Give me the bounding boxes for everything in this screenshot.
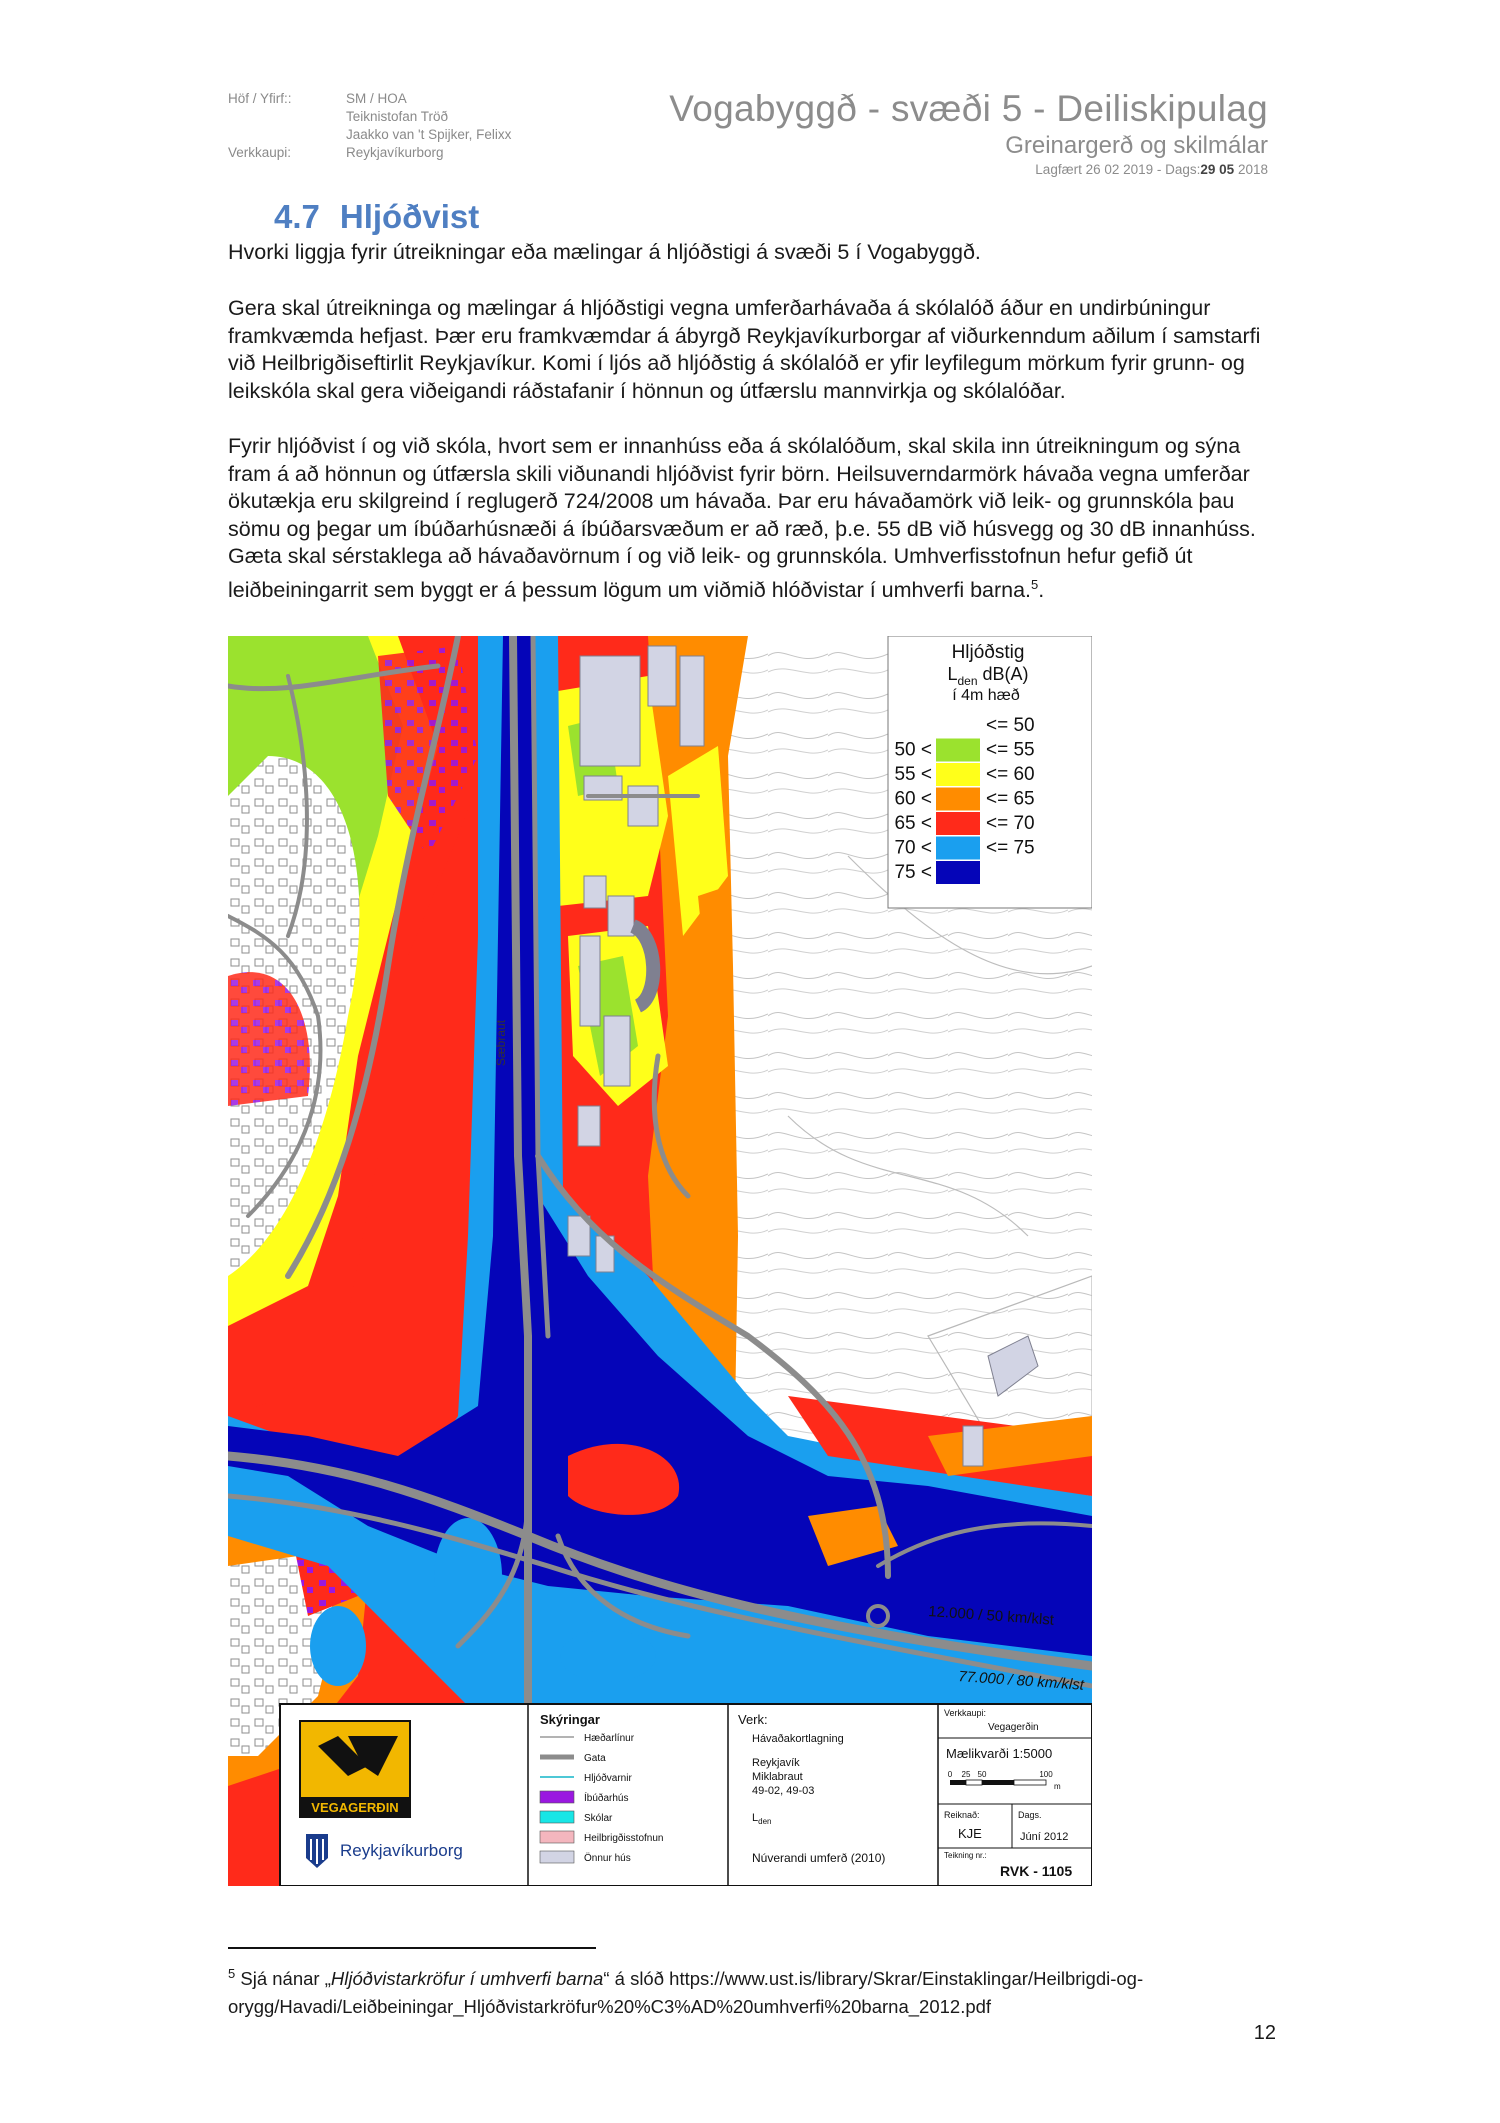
svg-text:50: 50: [977, 1770, 987, 1779]
skyringar-swatch: [540, 1831, 574, 1843]
skyringar-swatch: [540, 1791, 574, 1803]
date-suffix: 2018: [1234, 162, 1268, 177]
meta-key: [228, 108, 346, 126]
building: [648, 646, 676, 706]
meta-value: Jaakko van 't Spijker, Felixx: [346, 127, 512, 142]
legend-low: 60 <: [894, 788, 932, 810]
paragraph-3-end: .: [1038, 577, 1045, 602]
scale-label: Mælikvarði 1:5000: [946, 1746, 1053, 1761]
meta-row: [228, 126, 511, 144]
legend-high: <= 65: [986, 788, 1035, 810]
skyringar-label: Hæðarlínur: [584, 1733, 635, 1744]
building: [628, 786, 658, 826]
building: [580, 936, 600, 1026]
legend-row: [936, 714, 1035, 737]
legend-swatch: [936, 739, 980, 762]
meta-key: [228, 126, 346, 144]
legend-unit: $L_{den}$ dB(A): [947, 664, 1029, 688]
legend-high: <= 60: [986, 764, 1035, 785]
meta-value: Teiknistofan Tröð: [346, 109, 449, 124]
verk-line: Miklabraut: [752, 1771, 803, 1783]
legend-swatch: [936, 763, 980, 786]
legend-title: Hljóðstig: [951, 642, 1025, 663]
legend-swatch: [936, 812, 980, 835]
legend-low: 50 <: [894, 739, 932, 761]
meta-key: Verkkaupi:: [228, 145, 292, 160]
skyringar-label: Gata: [584, 1753, 606, 1764]
legend-low: 70 <: [894, 837, 932, 859]
verk-bottom: Núverandi umferð (2010): [752, 1851, 886, 1865]
footnote-pre: Sjá nánar „: [235, 1968, 331, 1990]
legend-row: [894, 837, 1034, 860]
verk-line: 49-02, 49-03: [752, 1785, 815, 1797]
map-legend: [888, 636, 1092, 908]
skyringar-label: Önnur hús: [584, 1853, 631, 1864]
road-label: 77.000 / 80 km/klst: [957, 1668, 1085, 1694]
noise-map-figure: [228, 636, 1092, 1886]
verkkaupi-value: Vegagerðin: [988, 1722, 1039, 1733]
svg-text:0: 0: [947, 1770, 953, 1779]
meta-value: SM / HOA: [346, 91, 407, 106]
footnote-number: 5: [228, 1966, 236, 1981]
legend-high: <= 70: [986, 813, 1035, 834]
dags-value: Júní 2012: [1020, 1831, 1069, 1843]
legend-swatch: [936, 788, 980, 811]
svg-text:m: m: [1054, 1782, 1061, 1791]
skyringar-row: [540, 1791, 628, 1804]
building: [580, 656, 640, 766]
skyringar-swatch: [540, 1851, 574, 1863]
header-meta: [228, 90, 511, 162]
legend-row: [894, 739, 1034, 762]
legend-swatch: [936, 714, 980, 737]
footnote-link[interactable]: “ á slóð https://www.ust.is/library/Skrar/Einstaklingar/Heilbrigdi-og-orygg/Havadi/Leiðbeiningar_Hljóðvistarkröfur%20%C3%AD%20umhverfi%20barna_2012.pdf: [228, 1968, 1144, 2018]
legend-height: í 4m hæð: [952, 687, 1020, 704]
svg-text:100: 100: [1039, 1770, 1053, 1779]
legend-high: <= 55: [986, 739, 1035, 761]
verk-line: Hávaðakortlagning: [752, 1733, 844, 1745]
skyringar-row: [540, 1831, 664, 1844]
verk-lden: $L_{den}$: [752, 1812, 772, 1826]
meta-row: [228, 90, 511, 108]
paragraph-1: Hvorki liggja fyrir útreikningar eða mælingar á hljóðstigi á svæði 5 í Vogabyggð.: [228, 240, 981, 264]
skyringar-title: Skýringar: [540, 1712, 600, 1727]
document-date: [669, 162, 1268, 177]
legend-low: 75 <: [894, 862, 932, 883]
building: [604, 1016, 630, 1086]
legend-row: [894, 812, 1034, 835]
zone-70-75: [310, 1606, 366, 1686]
teikning-value: RVK - 1105: [1000, 1863, 1073, 1879]
meta-value: Reykjavíkurborg: [346, 145, 444, 160]
section-heading: [274, 198, 479, 236]
paragraph-3: [228, 433, 1278, 604]
meta-key: Höf / Yfirf::: [228, 91, 292, 106]
skyringar-label: Heilbrigðisstofnun: [584, 1833, 664, 1844]
road-label: 12.000 / 50 km/klst: [927, 1603, 1055, 1629]
document-title: Vogabyggð - svæði 5 - Deiliskipulag: [669, 88, 1268, 129]
paragraph-3-text: Fyrir hljóðvist í og við skóla, hvort sem er innanhúss eða á skólalóðum, skal skila inn útreikningum og sýna fram á að hönnun og útfærsla skili viðunandi hljóðvist fyrir börn. Heilsuverndarmörk hávaða vegna umferðar ökutækja eru skilgreind í reglugerð 724/2008 um hávaða. Þar eru hávaðamörk við leik- og grunnskóla þau sömu og þegar um íbúðarhúsnæði á íbúðarsvæðum er að ræð, þ.e. 55 dB við húsvegg og 30 dB innanhúss. Gæta skal sérstaklega að hávaðavörnum í og við leik- og grunnskóla. Umhverfisstofnun hefur gefið út leiðbeiningarrit sem byggt er á þessum lögum um viðmið hlóðvistar í umhverfi barna.: [228, 434, 1256, 602]
legend-row: [894, 763, 1034, 786]
reiknad-value: KJE: [958, 1826, 982, 1841]
skyringar-label: Íbúðarhús: [584, 1793, 629, 1804]
skyringar-label: Skólar: [584, 1813, 613, 1824]
legend-row: [894, 788, 1034, 811]
building: [584, 876, 606, 908]
header-titles: [669, 88, 1268, 177]
skyringar-swatch: [540, 1811, 574, 1823]
building: [963, 1426, 983, 1466]
verk-line: Reykjavík: [752, 1757, 800, 1769]
meta-row: [228, 144, 511, 162]
skyringar-row: [540, 1851, 631, 1864]
page-number: 12: [1253, 2022, 1276, 2044]
noise-map: [228, 636, 1092, 1886]
footnote: [228, 1960, 1288, 2021]
paragraph-2: Gera skal útreikninga og mælingar á hljóðstigi vegna umferðarhávaða á skólalóð áður en undirbúningur framkvæmda hefjast. Þær eru framkvæmdar á ábyrgð Reykjavíkurborgar af viðurkenndum aðilum í samstarfi við Heilbrigðiseftirlit Reykjavíkur. Komi í ljós að hljóðstig á skólalóð er yfir leyfilegum mörkum fyrir grunn- og leikskóla skal gera viðeigandi ráðstafanir í hönnun og útfærslu mannvirkja og skólalóðar.: [228, 296, 1261, 403]
city-name: Reykjavíkurborg: [340, 1841, 463, 1860]
building: [680, 656, 704, 746]
building: [578, 1106, 600, 1146]
date-bold: 29 05: [1200, 162, 1235, 177]
skyringar-label: Hljóðvarnir: [584, 1773, 632, 1784]
dags-label: Dags.: [1018, 1810, 1042, 1820]
legend-swatch: [936, 837, 980, 860]
document-subtitle: Greinargerð og skilmálar: [1005, 132, 1268, 159]
legend-low: 55 <: [894, 764, 932, 785]
meta-row: [228, 108, 511, 126]
footnote-divider: [228, 1947, 596, 1949]
verkkaupi-label: Verkkaupi:: [944, 1708, 987, 1718]
legend-low: 65 <: [894, 813, 932, 834]
reiknad-label: Reiknað:: [944, 1810, 980, 1820]
legend-swatch: [936, 861, 980, 884]
zone-70-75: [560, 1630, 656, 1682]
section-number: 4.7: [274, 198, 320, 235]
teikning-label: Teikning nr.:: [944, 1851, 987, 1860]
legend-high: <= 75: [986, 837, 1035, 859]
legend-row: [894, 861, 980, 884]
verk-title: Verk:: [738, 1712, 768, 1727]
section-title: Hljóðvist: [339, 198, 480, 235]
footnote-title: Hljóðvistarkröfur í umhverfi barna: [330, 1968, 604, 1990]
building: [608, 896, 634, 936]
svg-text:25: 25: [961, 1770, 971, 1779]
date-prefix: Lagfært 26 02 2019 - Dags:: [1035, 162, 1201, 177]
road-label: Sæbraut: [494, 1019, 508, 1066]
legend-high: <= 50: [986, 715, 1035, 736]
title-block: [280, 1704, 1092, 1886]
footnote-reference[interactable]: 5: [1031, 576, 1039, 592]
logo-text: VEGAGERÐIN: [311, 1800, 399, 1815]
